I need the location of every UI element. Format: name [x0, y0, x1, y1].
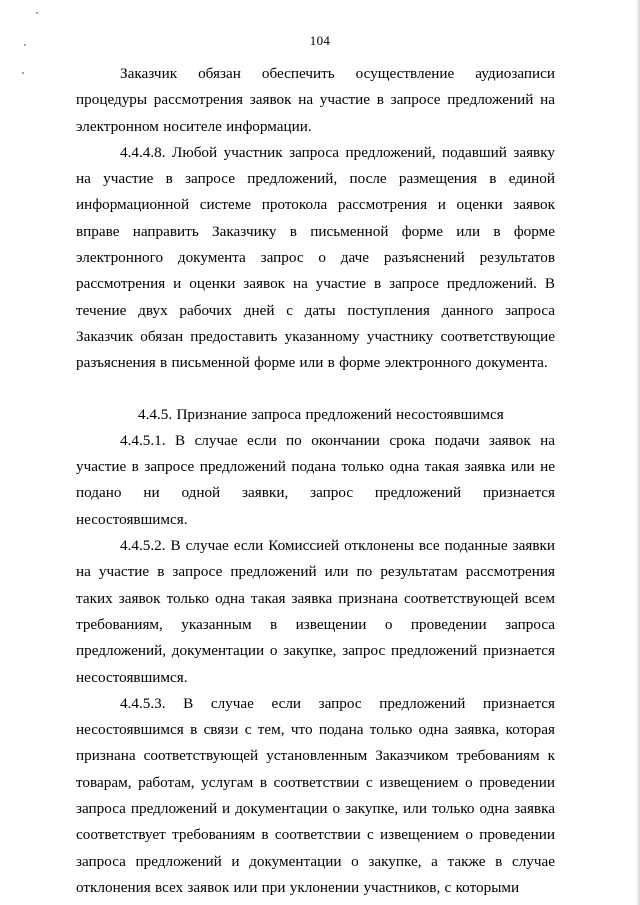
document-body — [76, 61, 555, 901]
paragraph-4-4-4-8: 4.4.4.8. Любой участник запроса предложений, подавший заявку на участие в запросе предложений, после размещения в единой информационной системе протокола рассмотрения и оценки заявок вправе направить Заказчику в письменной форме или в форме электронного документа запрос о даче разъяснений результатов рассмотрения и оценки заявок на участие в запросе предложений. В течение двух рабочих дней с даты поступления данного запроса Заказчик обязан предоставить указанному участнику соответствующие разъяснения в письменной форме или в форме электронного документа. — [76, 143, 555, 372]
paragraph-4-4-5-3: 4.4.5.3. В случае если запрос предложений признается несостоявшимся в связи с тем, что подана только одна заявка, которая признана соответствующей установленным Заказчиком требованиям к товарам, работам, услугам в соответствии с извещением о проведении запроса предложений и документации о закупке, или только одна заявка соответствует требованиям в соответствии с извещением о проведении запроса предложений и документации о закупке, а также в случае отклонения всех заявок или при уклонении участников, с которыми — [76, 694, 555, 896]
paragraph-intro: Заказчик обязан обеспечить осуществление аудиозаписи процедуры рассмотрения заявок на участие в запросе предложений на электронном носителе информации. — [76, 65, 555, 135]
section-heading-4-4-5: 4.4.5. Признание запроса предложений несостоявшимся — [138, 405, 504, 423]
page-number: 104 — [309, 33, 331, 48]
paragraph-4-4-5-1: 4.4.5.1. В случае если по окончании срока подачи заявок на участие в запросе предложений подана только одна такая заявка или не подано ни одной заявки, запрос предложений признается несостоявшимся. — [76, 431, 555, 528]
scan-speck — [22, 72, 24, 74]
paragraph-4-4-5-2: 4.4.5.2. В случае если Комиссией отклонены все поданные заявки на участие в запросе предложений или по результатам рассмотрения таких заявок только одна такая заявка признана соответствующей всем требованиям, указанным в извещении о проведении запроса предложений, документации о закупке, запрос предложений признается несостоявшимся. — [76, 537, 555, 686]
scan-speck — [36, 12, 38, 14]
